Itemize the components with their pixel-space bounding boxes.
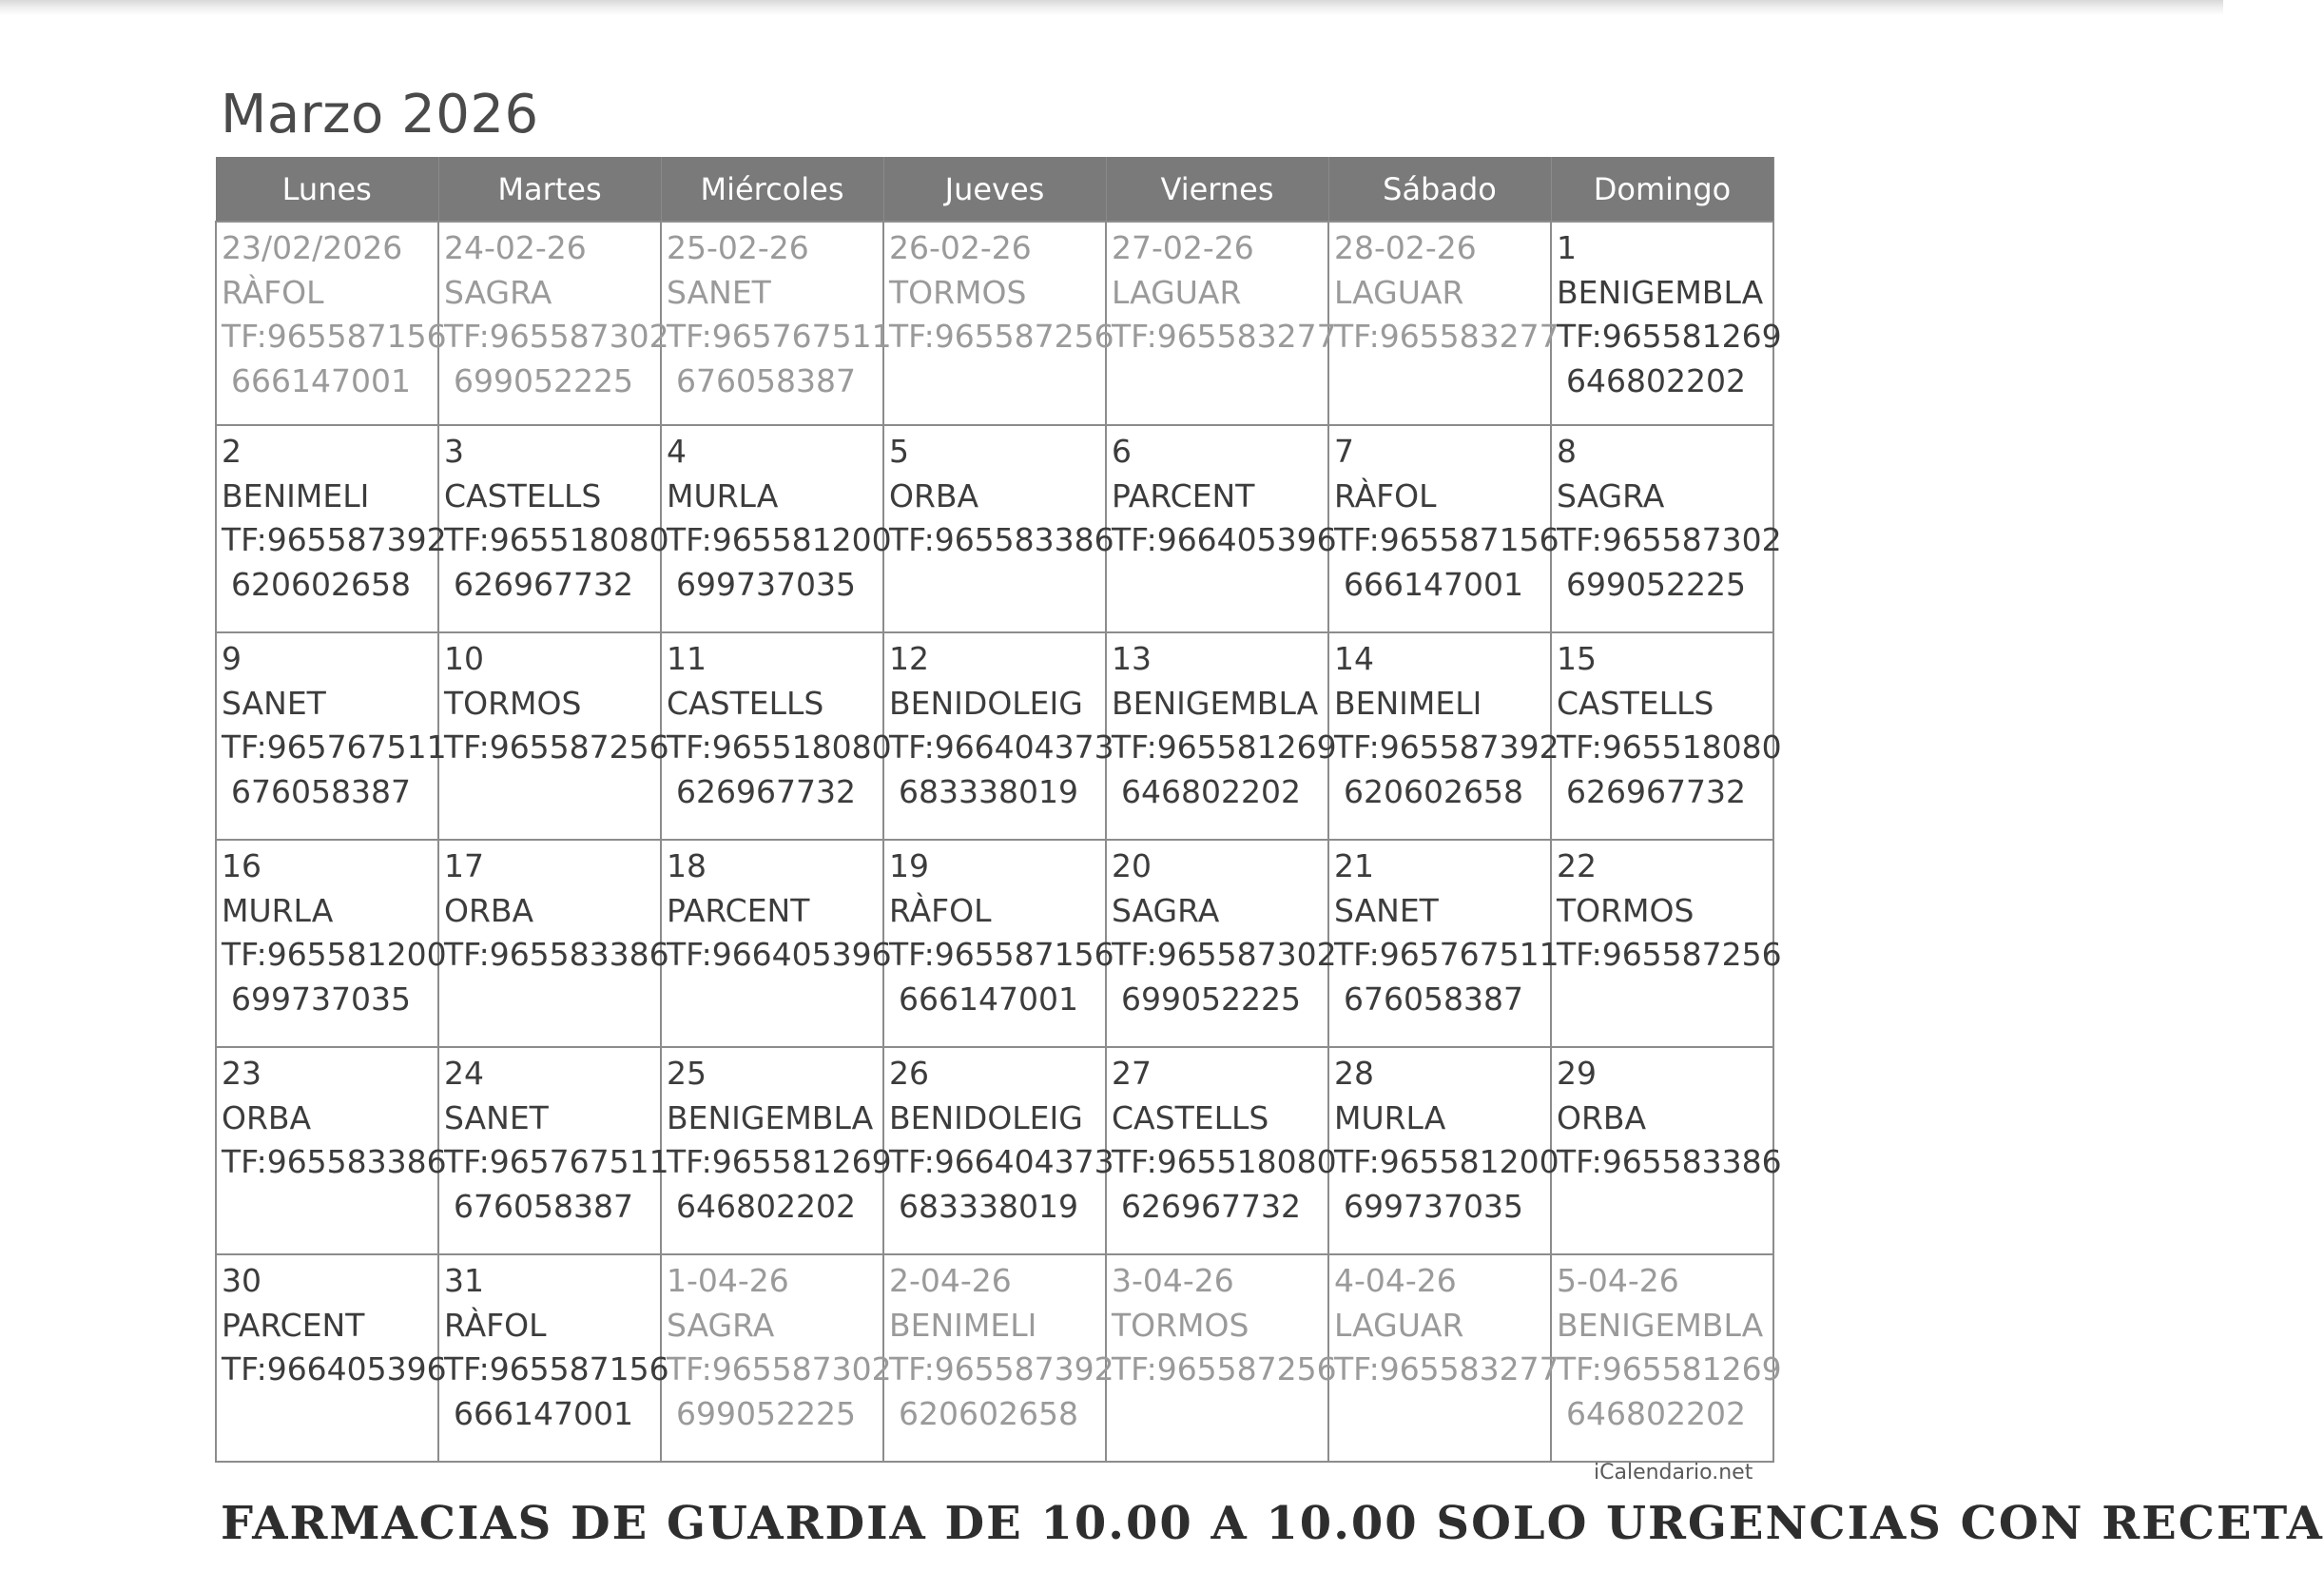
day-cell [1551, 222, 1782, 425]
calendar-table [215, 157, 1782, 1463]
pharmacy-mobile: 699737035 [231, 980, 411, 1018]
pharmacy-mobile: 699052225 [1121, 980, 1301, 1018]
day-number: 24-02-26 [444, 229, 587, 266]
day-number: 23 [222, 1055, 261, 1092]
weekday-header: Martes [438, 157, 661, 222]
pharmacy-phone: TF:965583277 [1334, 318, 1559, 355]
day-number: 25-02-26 [667, 229, 809, 266]
day-number: 9 [222, 640, 242, 677]
day-cell [216, 425, 447, 632]
pharmacy-mobile: 620602658 [899, 1394, 1078, 1432]
pharmacy-phone: TF:965587302 [1112, 936, 1337, 973]
pharmacy-mobile: 676058387 [1344, 980, 1523, 1018]
pharmacy-town: RÀFOL [222, 273, 324, 311]
pharmacy-town: LAGUAR [1112, 273, 1242, 311]
pharmacy-phone: TF:965581269 [667, 1143, 892, 1180]
pharmacy-town: CASTELLS [667, 684, 824, 722]
pharmacy-mobile: 699737035 [676, 565, 856, 603]
pharmacy-phone: TF:965767511 [222, 728, 447, 766]
day-cell [1551, 1047, 1782, 1254]
pharmacy-town: CASTELLS [1112, 1098, 1269, 1136]
day-cell [216, 840, 447, 1047]
footer-note: FARMACIAS DE GUARDIA DE 10.00 A 10.00 SOLO URGENCIAS CON RECETA [221, 1497, 2324, 1550]
weekday-header: Jueves [883, 157, 1106, 222]
pharmacy-phone: TF:965587256 [889, 318, 1114, 355]
pharmacy-town: MURLA [1334, 1098, 1446, 1136]
pharmacy-town: ORBA [889, 476, 979, 514]
pharmacy-phone: TF:965581200 [667, 521, 892, 558]
pharmacy-town: BENIGEMBLA [1112, 684, 1319, 722]
pharmacy-town: TORMOS [444, 684, 582, 722]
day-cell [661, 222, 892, 425]
day-number: 5-04-26 [1557, 1262, 1679, 1299]
weekday-header: Miércoles [661, 157, 883, 222]
day-number: 27 [1112, 1055, 1152, 1092]
day-cell [1551, 840, 1782, 1047]
day-number: 18 [667, 847, 707, 884]
pharmacy-phone: TF:965587156 [222, 318, 447, 355]
pharmacy-phone: TF:965587156 [889, 936, 1114, 973]
pharmacy-mobile: 646802202 [1566, 361, 1746, 399]
day-cell [1328, 632, 1559, 840]
pharmacy-town: TORMOS [1557, 891, 1695, 929]
day-number: 23/02/2026 [222, 229, 403, 266]
pharmacy-mobile: 699052225 [1566, 565, 1746, 603]
day-number: 1-04-26 [667, 1262, 789, 1299]
pharmacy-town: BENIDOLEIG [889, 1098, 1083, 1136]
pharmacy-mobile: 626967732 [454, 565, 633, 603]
day-number: 16 [222, 847, 261, 884]
pharmacy-town: SAGRA [1112, 891, 1220, 929]
day-cell [661, 425, 892, 632]
pharmacy-town: PARCENT [222, 1306, 365, 1344]
day-number: 26 [889, 1055, 929, 1092]
pharmacy-phone: TF:965583386 [889, 521, 1114, 558]
pharmacy-town: BENIMELI [1334, 684, 1482, 722]
week-row [216, 1047, 1773, 1254]
day-cell [661, 1254, 892, 1462]
pharmacy-phone: TF:965767511 [444, 1143, 669, 1180]
day-cell [883, 222, 1114, 425]
pharmacy-mobile: 699052225 [454, 361, 633, 399]
pharmacy-town: ORBA [1557, 1098, 1647, 1136]
pharmacy-phone: TF:965581269 [1112, 728, 1337, 766]
week-row [216, 840, 1773, 1047]
pharmacy-mobile: 683338019 [899, 772, 1078, 810]
day-number: 31 [444, 1262, 484, 1299]
pharmacy-phone: TF:965581200 [222, 936, 447, 973]
day-cell [1328, 1254, 1559, 1462]
pharmacy-phone: TF:966405396 [1112, 521, 1337, 558]
pharmacy-town: SAGRA [1557, 476, 1665, 514]
day-cell [661, 632, 892, 840]
day-number: 5 [889, 433, 909, 470]
week-row [216, 1254, 1773, 1462]
day-cell [1328, 1047, 1559, 1254]
pharmacy-phone: TF:965581269 [1557, 1350, 1782, 1388]
day-number: 21 [1334, 847, 1374, 884]
day-number: 25 [667, 1055, 707, 1092]
pharmacy-town: ORBA [222, 1098, 312, 1136]
scan-edge [0, 0, 2223, 15]
pharmacy-phone: TF:965587302 [444, 318, 669, 355]
day-number: 4-04-26 [1334, 1262, 1457, 1299]
pharmacy-town: CASTELLS [444, 476, 602, 514]
pharmacy-town: BENIDOLEIG [889, 684, 1083, 722]
day-cell [1106, 1254, 1337, 1462]
day-number: 28-02-26 [1334, 229, 1477, 266]
day-number: 24 [444, 1055, 484, 1092]
pharmacy-mobile: 646802202 [1121, 772, 1301, 810]
day-number: 20 [1112, 847, 1152, 884]
pharmacy-phone: TF:965587156 [1334, 521, 1559, 558]
day-cell [438, 1254, 669, 1462]
pharmacy-phone: TF:965767511 [1334, 936, 1559, 973]
credit-text: iCalendario.net [1594, 1461, 1753, 1485]
day-number: 3 [444, 433, 464, 470]
pharmacy-phone: TF:965518080 [1557, 728, 1782, 766]
pharmacy-mobile: 699737035 [1344, 1187, 1523, 1225]
day-number: 7 [1334, 433, 1354, 470]
day-cell [438, 425, 669, 632]
pharmacy-mobile: 620602658 [1344, 772, 1523, 810]
day-cell [216, 1047, 447, 1254]
pharmacy-town: MURLA [222, 891, 334, 929]
day-number: 28 [1334, 1055, 1374, 1092]
pharmacy-phone: TF:965587392 [889, 1350, 1114, 1388]
pharmacy-phone: TF:965518080 [1112, 1143, 1337, 1180]
pharmacy-town: LAGUAR [1334, 273, 1464, 311]
pharmacy-mobile: 676058387 [231, 772, 411, 810]
pharmacy-phone: TF:965581269 [1557, 318, 1782, 355]
pharmacy-town: PARCENT [1112, 476, 1255, 514]
day-cell [1328, 425, 1559, 632]
pharmacy-phone: TF:965583386 [1557, 1143, 1782, 1180]
day-cell [438, 1047, 669, 1254]
pharmacy-mobile: 666147001 [231, 361, 411, 399]
day-cell [1106, 1047, 1337, 1254]
day-number: 29 [1557, 1055, 1597, 1092]
pharmacy-phone: TF:966405396 [222, 1350, 447, 1388]
pharmacy-phone: TF:965587256 [444, 728, 669, 766]
day-number: 14 [1334, 640, 1374, 677]
pharmacy-phone: TF:965518080 [667, 728, 892, 766]
week-row [216, 222, 1773, 425]
pharmacy-town: MURLA [667, 476, 779, 514]
pharmacy-town: BENIMELI [889, 1306, 1037, 1344]
pharmacy-mobile: 676058387 [454, 1187, 633, 1225]
pharmacy-mobile: 626967732 [676, 772, 856, 810]
page-title: Marzo 2026 [221, 84, 539, 146]
day-cell [883, 632, 1114, 840]
pharmacy-phone: TF:965587256 [1557, 936, 1782, 973]
day-cell [1328, 840, 1559, 1047]
pharmacy-town: TORMOS [889, 273, 1027, 311]
pharmacy-phone: TF:966404373 [889, 728, 1114, 766]
day-number: 11 [667, 640, 707, 677]
day-cell [1551, 425, 1782, 632]
day-cell [1551, 1254, 1782, 1462]
week-row [216, 632, 1773, 840]
day-cell [661, 840, 892, 1047]
pharmacy-town: BENIGEMBLA [1557, 273, 1764, 311]
pharmacy-phone: TF:965581200 [1334, 1143, 1559, 1180]
day-cell [661, 1047, 892, 1254]
day-cell [1106, 632, 1337, 840]
pharmacy-mobile: 626967732 [1121, 1187, 1301, 1225]
pharmacy-mobile: 646802202 [676, 1187, 856, 1225]
pharmacy-town: LAGUAR [1334, 1306, 1464, 1344]
day-cell [1328, 222, 1559, 425]
weekday-header-row [216, 157, 1773, 222]
day-number: 1 [1557, 229, 1577, 266]
pharmacy-mobile: 683338019 [899, 1187, 1078, 1225]
pharmacy-phone: TF:965583386 [222, 1143, 447, 1180]
pharmacy-phone: TF:966405396 [667, 936, 892, 973]
weekday-header: Sábado [1328, 157, 1551, 222]
day-number: 2 [222, 433, 242, 470]
pharmacy-phone: TF:965583277 [1112, 318, 1337, 355]
pharmacy-phone: TF:965587302 [1557, 521, 1782, 558]
pharmacy-town: SAGRA [444, 273, 552, 311]
day-cell [216, 632, 447, 840]
day-cell [1106, 222, 1337, 425]
pharmacy-phone: TF:965587392 [1334, 728, 1559, 766]
day-cell [216, 1254, 447, 1462]
day-number: 22 [1557, 847, 1597, 884]
day-number: 10 [444, 640, 484, 677]
pharmacy-town: RÀFOL [444, 1306, 547, 1344]
pharmacy-town: SAGRA [667, 1306, 775, 1344]
day-number: 13 [1112, 640, 1152, 677]
pharmacy-town: SANET [667, 273, 771, 311]
pharmacy-town: BENIGEMBLA [1557, 1306, 1764, 1344]
pharmacy-mobile: 666147001 [899, 980, 1078, 1018]
pharmacy-phone: TF:965587392 [222, 521, 447, 558]
day-cell [1106, 840, 1337, 1047]
pharmacy-town: SANET [1334, 891, 1439, 929]
pharmacy-town: SANET [444, 1098, 549, 1136]
calendar-body [216, 222, 1782, 1462]
day-number: 12 [889, 640, 929, 677]
pharmacy-phone: TF:965583386 [444, 936, 669, 973]
day-number: 4 [667, 433, 687, 470]
pharmacy-town: CASTELLS [1557, 684, 1714, 722]
pharmacy-mobile: 666147001 [1344, 565, 1523, 603]
day-number: 15 [1557, 640, 1597, 677]
day-cell [438, 840, 669, 1047]
pharmacy-phone: TF:965767511 [667, 318, 892, 355]
day-number: 2-04-26 [889, 1262, 1012, 1299]
day-cell [883, 425, 1114, 632]
day-number: 26-02-26 [889, 229, 1032, 266]
pharmacy-mobile: 626967732 [1566, 772, 1746, 810]
pharmacy-town: PARCENT [667, 891, 810, 929]
pharmacy-phone: TF:965587156 [444, 1350, 669, 1388]
day-cell [883, 840, 1114, 1047]
day-number: 8 [1557, 433, 1577, 470]
day-cell [216, 222, 447, 425]
day-number: 30 [222, 1262, 261, 1299]
weekday-header: Lunes [216, 157, 438, 222]
pharmacy-town: TORMOS [1112, 1306, 1249, 1344]
day-number: 3-04-26 [1112, 1262, 1234, 1299]
day-cell [438, 632, 669, 840]
day-cell [883, 1254, 1114, 1462]
pharmacy-mobile: 666147001 [454, 1394, 633, 1432]
pharmacy-town: SANET [222, 684, 326, 722]
week-row [216, 425, 1773, 632]
pharmacy-town: RÀFOL [889, 891, 992, 929]
weekday-header: Viernes [1106, 157, 1328, 222]
day-cell [438, 222, 669, 425]
day-number: 27-02-26 [1112, 229, 1254, 266]
pharmacy-mobile: 699052225 [676, 1394, 856, 1432]
day-cell [1106, 425, 1337, 632]
pharmacy-phone: TF:965587302 [667, 1350, 892, 1388]
pharmacy-mobile: 676058387 [676, 361, 856, 399]
pharmacy-phone: TF:965587256 [1112, 1350, 1337, 1388]
pharmacy-town: ORBA [444, 891, 534, 929]
pharmacy-town: BENIGEMBLA [667, 1098, 874, 1136]
day-number: 6 [1112, 433, 1132, 470]
day-cell [1551, 632, 1782, 840]
day-number: 17 [444, 847, 484, 884]
pharmacy-phone: TF:965583277 [1334, 1350, 1559, 1388]
pharmacy-mobile: 620602658 [231, 565, 411, 603]
pharmacy-town: RÀFOL [1334, 476, 1437, 514]
day-number: 19 [889, 847, 929, 884]
weekday-header: Domingo [1551, 157, 1773, 222]
pharmacy-mobile: 646802202 [1566, 1394, 1746, 1432]
pharmacy-phone: TF:965518080 [444, 521, 669, 558]
pharmacy-phone: TF:966404373 [889, 1143, 1114, 1180]
day-cell [883, 1047, 1114, 1254]
pharmacy-town: BENIMELI [222, 476, 370, 514]
